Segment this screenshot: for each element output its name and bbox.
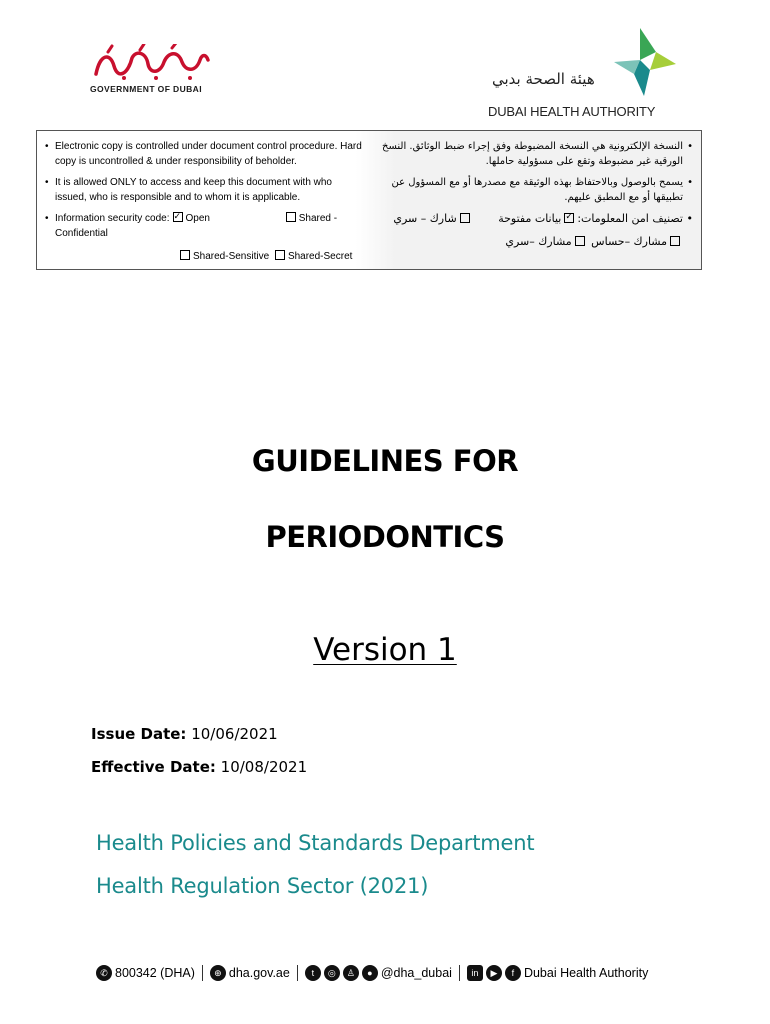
sector-name: Health Regulation Sector (2021) (96, 874, 429, 898)
gov-arabic-calligraphy-icon (88, 44, 214, 82)
version-heading: Version 1 (313, 632, 457, 668)
youtube-icon[interactable]: ▶ (486, 965, 502, 981)
ar-open-label: بيانات مفتوحة (498, 212, 562, 225)
dha-mark-icon (610, 26, 678, 98)
control-item-2: • It is allowed ONLY to access and keep this document with who issued, who is responsible and to whom it is applicable. (45, 175, 365, 205)
control-arabic-column (375, 139, 693, 255)
linkedin-icon[interactable]: in (467, 965, 483, 981)
shared-secret-checkbox[interactable] (275, 250, 285, 260)
shared-sensitive-checkbox[interactable] (180, 250, 190, 260)
location-icon[interactable]: ● (362, 965, 378, 981)
open-label: Open (185, 213, 210, 224)
shared-sensitive-label: Shared-Sensitive (193, 251, 270, 262)
ar-shared-confidential-label: شارك – سري (393, 212, 457, 225)
ar-shared-sensitive-label: مشارك –حساس (591, 235, 667, 248)
document-control-box (36, 130, 702, 270)
department-name: Health Policies and Standards Department (96, 831, 535, 855)
phone-icon: ✆ (96, 965, 112, 981)
dubai-health-authority-logo (488, 26, 688, 119)
social-handle[interactable]: @dha_dubai (380, 966, 452, 980)
website-link[interactable]: dha.gov.ae (228, 966, 290, 980)
ar-shared-confidential-checkbox[interactable] (460, 213, 470, 223)
control-item-1: • Electronic copy is controlled under document control procedure. Hard copy is uncontrolled & under responsibility of beholder. (45, 139, 365, 169)
control-item-3 (45, 211, 365, 264)
ar-security-code-label: تصنيف امن المعلومات: (577, 212, 683, 225)
snapchat-icon[interactable]: ♙ (343, 965, 359, 981)
ar-shared-secret-label: مشارك –سري (505, 235, 572, 248)
footer-divider (459, 965, 460, 981)
organization-name[interactable]: Dubai Health Authority (523, 966, 649, 980)
ar-shared-secret-checkbox[interactable] (575, 236, 585, 246)
open-checkbox[interactable] (173, 212, 183, 222)
facebook-icon[interactable]: f (505, 965, 521, 981)
control-ar-item-2: • يسمح بالوصول وبالاحتفاظ بهذه الوثيقة مع مصدرها أو مع المسؤول عن تطبيقها أو مع المطبق عليهم. (375, 175, 693, 205)
contact-footer (96, 962, 648, 984)
ar-open-checkbox[interactable] (564, 213, 574, 223)
phone-number[interactable]: 800342 (DHA) (115, 966, 195, 980)
control-ar-item-1: • النسخة الإلكترونية هي النسخة المضبوطة وفق إجراء ضبط الوثائق. النسخ الورقية غير مضبوطة وتقع على مسؤولية حاملها. (375, 139, 693, 169)
control-english-column (45, 139, 365, 270)
shared-confidential-label: Shared - Confidential (55, 213, 338, 239)
gov-logo-text: GOVERNMENT OF DUBAI (90, 84, 202, 94)
footer-divider (202, 965, 203, 981)
twitter-icon[interactable]: t (305, 965, 321, 981)
shared-secret-label: Shared-Secret (287, 251, 353, 262)
document-title-line-2: PERIODONTICS (265, 520, 505, 554)
footer-divider (297, 965, 298, 981)
dha-logo-text: DUBAI HEALTH AUTHORITY (488, 104, 656, 119)
control-ar-item-3 (375, 211, 693, 249)
instagram-icon[interactable]: ◎ (324, 965, 340, 981)
document-title-line-1: GUIDELINES FOR (251, 444, 519, 478)
ar-shared-sensitive-checkbox[interactable] (670, 236, 680, 246)
shared-confidential-checkbox[interactable] (286, 212, 296, 222)
effective-date: Effective Date: 10/08/2021 (91, 758, 308, 776)
dha-logo-arabic: هيئة الصحة بدبي (492, 70, 595, 88)
issue-date: Issue Date: 10/06/2021 (91, 725, 278, 743)
globe-icon: ⊕ (210, 965, 226, 981)
government-of-dubai-logo (88, 44, 218, 102)
security-code-label: Information security code: (55, 213, 170, 224)
